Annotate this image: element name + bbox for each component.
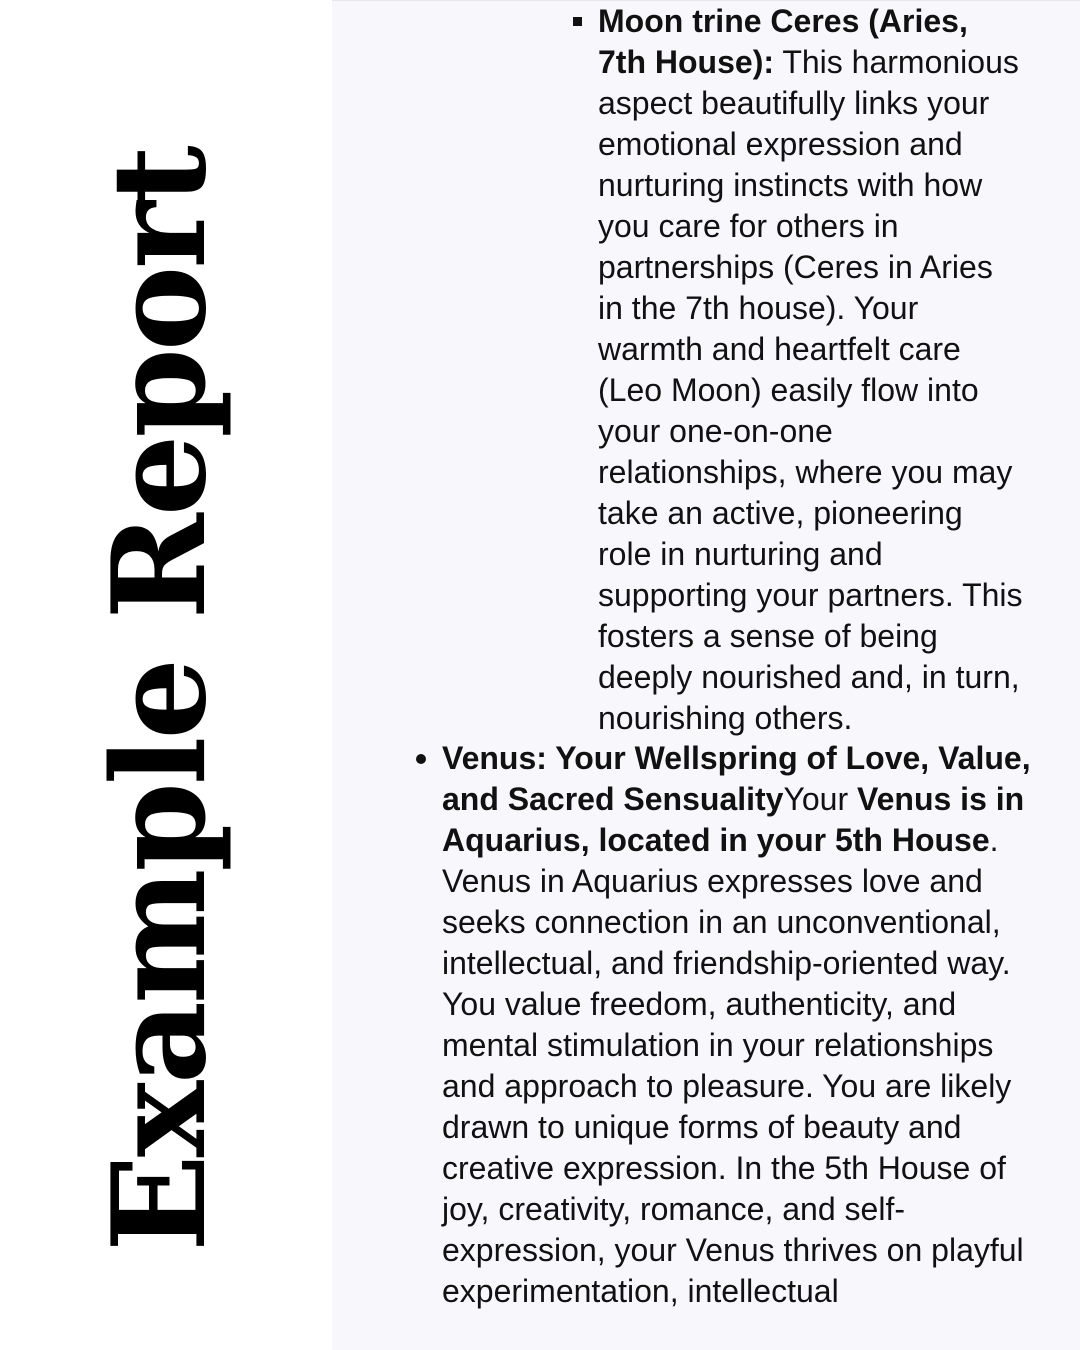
venus-period: .: [989, 822, 999, 858]
venus-lead: Your: [783, 781, 858, 817]
list-item-venus: [412, 738, 1042, 1312]
square-bullet-icon: [573, 17, 582, 26]
venus-heading: Venus: Your Wellspring of Love, Value, and Sacred Sensuality: [442, 740, 1031, 817]
aspect-body: This harmonious aspect beautifully links your emotional expression and nurturing instincts with how you care for others in partnerships (Ceres in Aries in the 7th house). Your warmth and heartfelt care (Leo Moon) easily flow into your one-on-one relationships, where you may take an active, pioneering role in nurturing and supporting your partners. This fosters a sense of being deeply nourished and, in turn, nourishing others.: [598, 44, 1023, 736]
list-item-moon-trine-ceres: [564, 1, 1024, 739]
aspect-heading: Moon trine Ceres (Aries, 7th House):: [598, 3, 968, 80]
side-title: Example Report: [85, 148, 235, 1252]
disc-bullet-icon: [416, 754, 426, 764]
venus-placement: Venus is in Aquarius, located in your 5th House: [442, 781, 1025, 858]
aspect-sublist: [564, 1, 1024, 739]
side-title-panel: [0, 0, 332, 1350]
planet-list: [412, 738, 1042, 1312]
venus-body: Venus in Aquarius expresses love and seeks connection in an unconventional, intellectual, and friendship-oriented way. You value freedom, authenticity, and mental stimulation in your relationships and approach to pleasure. You are likely drawn to unique forms of beauty and creative expression. In the 5th House of joy, creativity, romance, and self-expression, your Venus thrives on playful experimentation, intellectual: [442, 863, 1024, 1309]
report-document: [332, 0, 1080, 1350]
